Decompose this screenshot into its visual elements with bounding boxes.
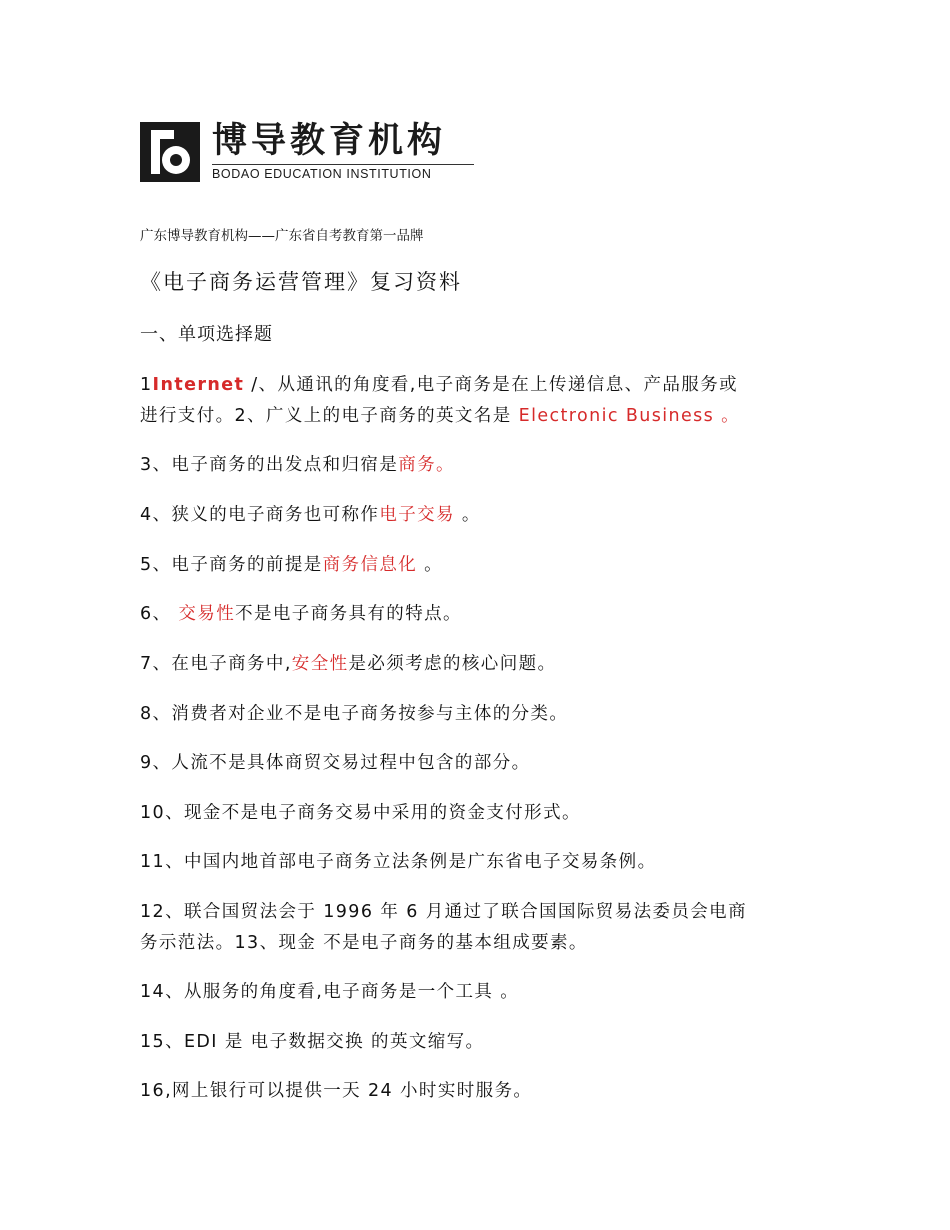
item-7-answer: 安全性 (291, 654, 349, 674)
item-6-number: 6、 (140, 604, 179, 624)
section-heading: 一、单项选择题 (140, 324, 273, 345)
item-6-answer: 交易性 (178, 604, 236, 624)
item-1-text: /、从通讯的角度看,电子商务是在上传递信息、产品服务或 (244, 375, 739, 395)
item-5-answer: 商务信息化 (322, 555, 418, 575)
bodao-logo (140, 120, 476, 184)
item-12-line-2: 务示范法。13、现金 不是电子商务的基本组成要素。 (140, 933, 588, 953)
item-7-line (140, 650, 556, 675)
item-4-text: 4、狭义的电子商务也可称作 (140, 505, 380, 525)
item-2-line (140, 402, 740, 427)
logo-divider (212, 164, 474, 165)
bodao-logo-mark-icon (140, 122, 200, 182)
item-4-end: 。 (454, 505, 481, 525)
item-9-line: 9、人流不是具体商贸交易过程中包含的部分。 (140, 753, 531, 773)
logo-english-name: BODAO EDUCATION INSTITUTION (212, 167, 432, 181)
item-1-number: 1 (140, 375, 153, 395)
item-8-line: 8、消费者对企业不是电子商务按参与主体的分类。 (140, 704, 569, 724)
item-10-line: 10、现金不是电子商务交易中采用的资金支付形式。 (140, 803, 581, 823)
logo-chinese-name: 博导教育机构 (212, 120, 447, 161)
item-6-line (140, 600, 462, 625)
item-1-answer: Internet (152, 375, 245, 395)
item-4-answer: 电子交易 (379, 505, 455, 525)
item-7-text: 7、在电子商务中, (140, 654, 292, 674)
item-5-line (140, 551, 443, 576)
item-5-text: 5、电子商务的前提是 (140, 555, 323, 575)
document-title: 《电子商务运营管理》复习资料 (140, 270, 462, 294)
item-3-line (140, 451, 455, 476)
item-14-line: 14、从服务的角度看,电子商务是一个工具 。 (140, 982, 520, 1002)
item-4-line (140, 501, 481, 526)
tagline: 广东博导教育机构——广东省自考教育第一品牌 (140, 228, 424, 244)
item-11-line: 11、中国内地首部电子商务立法条例是广东省电子交易条例。 (140, 852, 657, 872)
item-6-text: 不是电子商务具有的特点。 (235, 604, 462, 624)
item-1-line (140, 371, 738, 396)
item-3-text: 3、电子商务的出发点和归宿是 (140, 455, 399, 475)
item-2-text: 进行支付。2、广义上的电子商务的英文名是 (140, 406, 519, 426)
item-5-end: 。 (417, 555, 444, 575)
item-2-answer: Electronic Business 。 (518, 406, 741, 426)
item-12-line-1: 12、联合国贸法会于 1996 年 6 月通过了联合国国际贸易法委员会电商 (140, 902, 747, 922)
item-3-answer: 商务。 (398, 455, 455, 475)
item-16-line: 16,网上银行可以提供一天 24 小时实时服务。 (140, 1081, 533, 1101)
item-15-line: 15、EDI 是 电子数据交换 的英文缩写。 (140, 1032, 485, 1052)
item-7-end: 是必须考虑的核心问题。 (348, 654, 557, 674)
